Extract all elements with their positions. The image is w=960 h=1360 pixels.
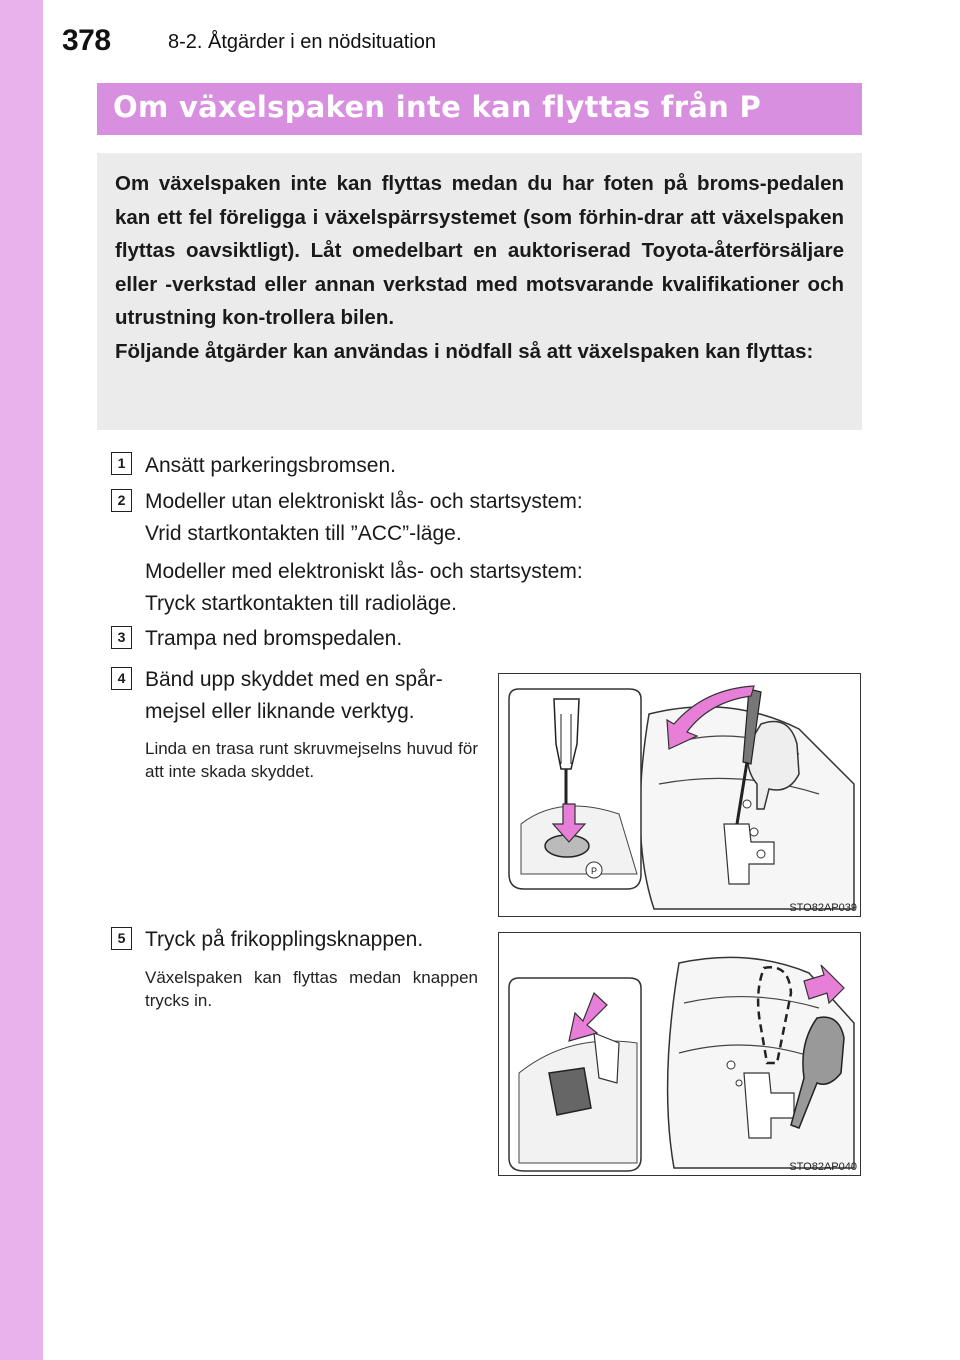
park-symbol-label: P — [590, 866, 598, 876]
step-5-note: Växelspaken kan flyttas medan knappen trycks in. — [145, 968, 478, 1010]
step-2-line-3: Modeller med elektroniskt lås- och startsystem: — [145, 560, 583, 583]
step-4-line-2: mejsel eller liknande verktyg. — [145, 700, 415, 723]
figure-pry-cover — [498, 673, 861, 917]
figure-2-code: STO82AP040 — [789, 1161, 857, 1173]
title-bar — [97, 83, 862, 135]
step-2-line-1: Modeller utan elektroniskt lås- och startsystem: — [145, 490, 583, 513]
page-number: 378 — [62, 24, 111, 57]
intro-box — [97, 153, 862, 430]
step-number-2: 2 — [111, 489, 132, 512]
step-2-line-2: Vrid startkontakten till ”ACC”-läge. — [145, 522, 462, 545]
gear-console-illustration-1 — [499, 674, 861, 917]
step-number-5: 5 — [111, 927, 132, 950]
figure-release-button — [498, 932, 861, 1176]
side-color-band — [0, 0, 43, 1360]
step-4-line-1: Bänd upp skyddet med en spår- — [145, 668, 443, 691]
intro-paragraph-2: Följande åtgärder kan användas i nödfall så att växelspaken kan flyttas: — [115, 339, 814, 363]
step-5-text: Tryck på frikopplingsknappen. — [145, 928, 424, 951]
intro-paragraph-1: Om växelspaken inte kan flyttas medan du har foten på broms-pedalen kan ett fel föreligga i växelspärrsystemet (som förhin-drar att växelspaken flyttas oavsiktligt). Låt omedelbart en auktoriserad Toyota-återförsäljare eller -verkstad eller annan verkstad med motsvarande kvalifikationer och utrustning kon-trollera bilen. — [115, 172, 844, 329]
figure-1-code: STO82AP039 — [789, 902, 857, 914]
step-3-text: Trampa ned bromspedalen. — [145, 627, 403, 650]
step-number-4: 4 — [111, 667, 132, 690]
page-title: Om växelspaken inte kan flyttas från P — [113, 90, 762, 124]
step-4-note: Linda en trasa runt skruvmejselns huvud för att inte skada skyddet. — [145, 739, 478, 781]
gear-console-illustration-2 — [499, 933, 861, 1176]
step-number-1: 1 — [111, 452, 132, 475]
section-heading: 8-2. Åtgärder i en nödsituation — [168, 31, 436, 53]
step-number-3: 3 — [111, 626, 132, 649]
step-2-line-4: Tryck startkontakten till radioläge. — [145, 592, 458, 615]
step-1-text: Ansätt parkeringsbromsen. — [145, 454, 396, 477]
